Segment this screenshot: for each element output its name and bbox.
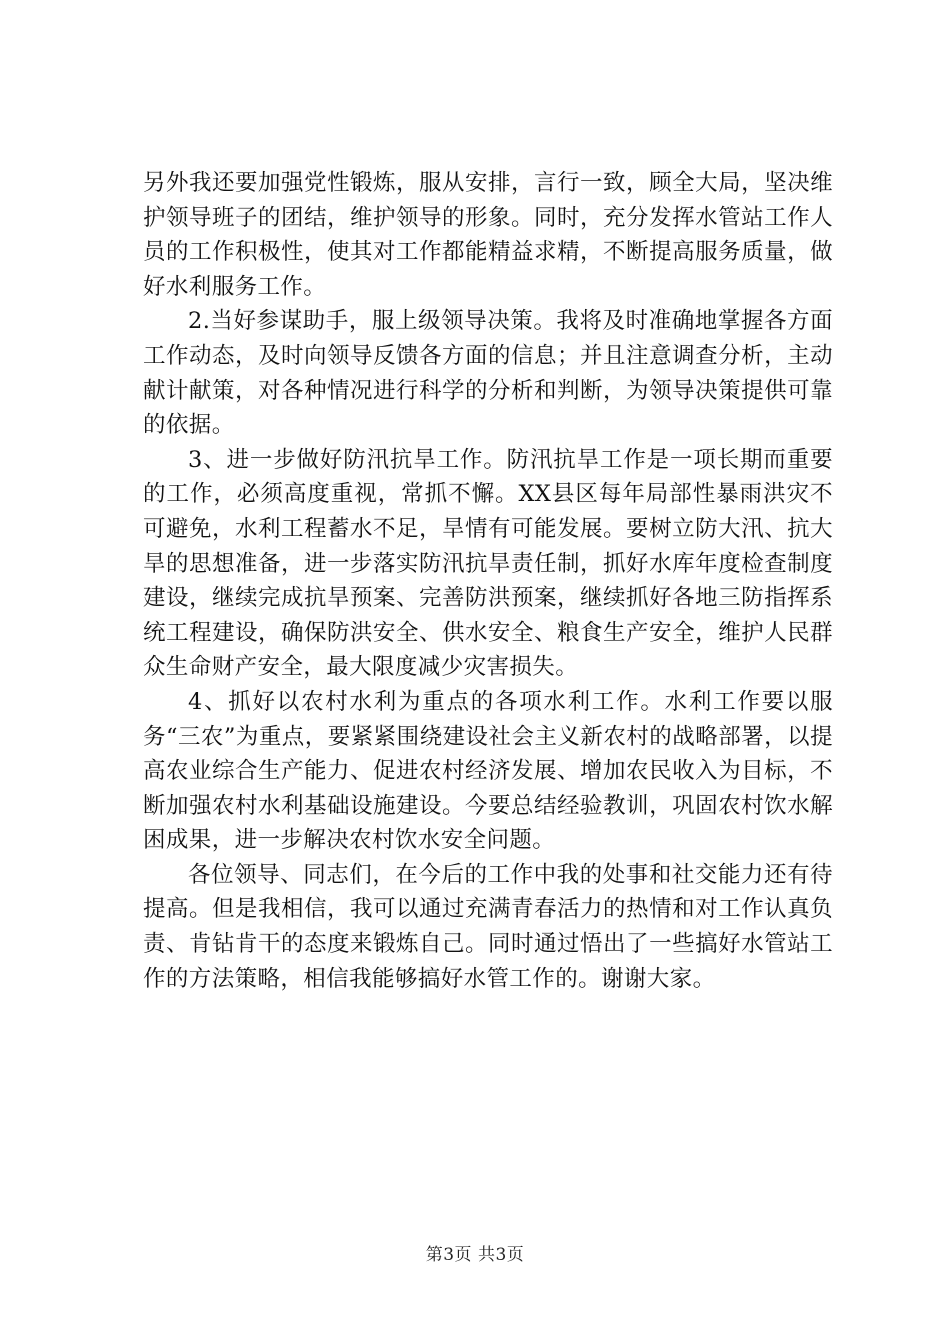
paragraph-2: 2.当好参谋助手，服上级领导决策。我将及时准确地掌握各方面工作动态，及时向领导反馈各方面的信息；并且注意调查分析，主动献计献策，对各种情况进行科学的分析和判断，为领导决策提供可靠的依据。 — [143, 308, 833, 439]
paragraph-3: 3、进一步做好防汛抗旱工作。防汛抗旱工作是一项长期而重要的工作，必须高度重视，常抓不懈。XX县区每年局部性暴雨洪灾不可避免，水利工程蓄水不足，旱情有可能发展。要树立防大汛、抗大旱的思想准备，进一步落实防汛抗旱责任制，抓好水库年度检查制度建设，继续完成抗旱预案、完善防洪预案，继续抓好各地三防指挥系统工程建设，确保防洪安全、供水安全、粮食生产安全，维护人民群众生命财产安全，最大限度减少灾害损失。 — [143, 446, 833, 681]
page-number-footer: 第3页 共3页 — [425, 1245, 525, 1265]
document-body — [143, 166, 833, 996]
paragraph-4: 4、抓好以农村水利为重点的各项水利工作。水利工作要以服务“三农”为重点，要紧紧围绕建设社会主义新农村的战略部署，以提高农业综合生产能力、促进农村经济发展、增加农民收入为目标，不断加强农村水利基础设施建设。今要总结经验教训，巩固农村饮水解困成果，进一步解决农村饮水安全问题。 — [143, 688, 833, 854]
paragraph-1: 另外我还要加强党性锻炼，服从安排，言行一致，顾全大局，坚决维护领导班子的团结，维护领导的形象。同时，充分发挥水管站工作人员的工作积极性，使其对工作都能精益求精，不断提高服务质量，做好水利服务工作。 — [143, 170, 833, 300]
paragraph-5: 各位领导、同志们，在今后的工作中我的处事和社交能力还有待提高。但是我相信，我可以通过充满青春活力的热情和对工作认真负责、肯钻肯干的态度来锻炼自己。同时通过悟出了一些搞好水管站工作的方法策略，相信我能够搞好水管工作的。谢谢大家。 — [143, 861, 833, 992]
